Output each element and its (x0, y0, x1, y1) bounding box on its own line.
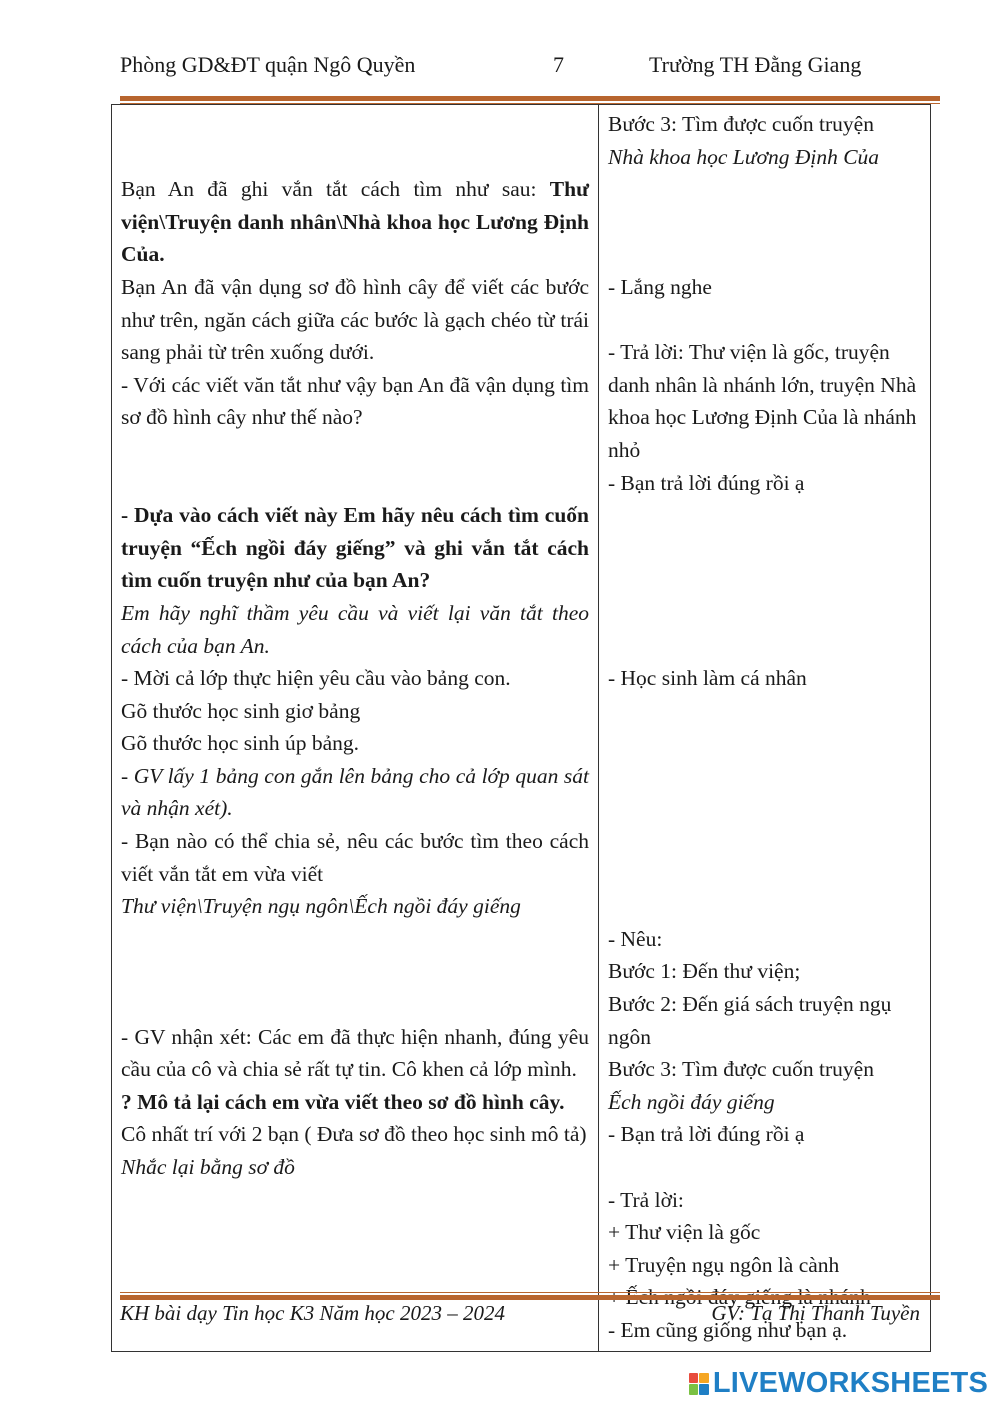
paragraph (121, 955, 589, 988)
paragraph: - Bạn nào có thể chia sẻ, nêu các bước tìm theo cách viết vắn tắt em vừa viết (121, 829, 589, 886)
header-school-office: Phòng GD&ĐT quận Ngô Quyền (120, 52, 416, 77)
paragraph (121, 467, 589, 500)
paragraph (121, 108, 589, 141)
paragraph (608, 760, 921, 793)
footer-lesson-plan: KH bài dạy Tin học K3 Năm học 2023 – 2024 (120, 1301, 506, 1325)
paragraph (121, 434, 589, 467)
paragraph: - Lắng nghe (608, 274, 712, 299)
paragraph: - Dựa vào cách viết này Em hãy nêu cách tìm cuốn truyện “Ếch ngồi đáy giếng” và ghi vắn tắt cách tìm cuốn truyện như của bạn An? (121, 503, 589, 593)
paragraph-fragment: Thư viện\Truyện danh nhân\Nhà khoa học Lương Định Của. (121, 177, 589, 267)
header-page-number: 7 (553, 52, 564, 77)
paragraph (608, 1151, 921, 1184)
header-school-name: Trường TH Đằng Giang (649, 52, 862, 77)
paragraph: - Bạn trả lời đúng rồi ạ (608, 470, 805, 495)
student-activities-cell (599, 105, 931, 1352)
lesson-plan-table (111, 104, 931, 1352)
page-header (0, 52, 1000, 84)
header-rule (120, 96, 940, 101)
paragraph: Bước 1: Đến thư viện; (608, 959, 801, 984)
paragraph: Bước 2: Đến giá sách truyện ngụ ngôn (608, 992, 892, 1049)
teacher-activities-cell (112, 105, 599, 1352)
paragraph (121, 141, 589, 174)
paragraph (608, 532, 921, 565)
paragraph (608, 173, 921, 206)
paragraph: - Mời cả lớp thực hiện yêu cầu vào bảng con. (121, 666, 511, 691)
table-row (112, 105, 931, 1352)
paragraph (608, 825, 921, 858)
paragraph (121, 173, 589, 271)
paragraph (121, 923, 589, 956)
paragraph (608, 858, 921, 891)
paragraph: - Nêu: (608, 926, 663, 951)
paragraph (608, 597, 921, 630)
liveworksheets-watermark[interactable] (689, 1367, 988, 1400)
paragraph (608, 499, 921, 532)
paragraph: Gõ thước học sinh úp bảng. (121, 731, 359, 756)
paragraph (608, 238, 921, 271)
paragraph: - Em cũng giống như bạn ạ. (608, 1317, 848, 1342)
paragraph: - Trả lời: (608, 1187, 684, 1212)
paragraph (608, 304, 921, 337)
paragraph (608, 630, 921, 663)
liveworksheets-wordmark: LIVEWORKSHEETS (712, 1367, 988, 1399)
paragraph: + Thư viện là gốc (608, 1220, 761, 1245)
paragraph (608, 727, 921, 760)
paragraph: ? Mô tả lại cách em vừa viết theo sơ đồ hình cây. (121, 1089, 565, 1114)
paragraph: Bước 3: Tìm được cuốn truyện (608, 112, 874, 136)
paragraph: - Với các viết văn tắt như vậy bạn An đã vận dụng tìm sơ đồ hình cây như thế nào? (121, 372, 589, 430)
paragraph: Cô nhất trí với 2 bạn ( Đưa sơ đồ theo học sinh mô tả) (121, 1122, 587, 1147)
paragraph: Bạn An đã vận dụng sơ đồ hình cây để viết các bước như trên, ngăn cách giữa các bước là gạch chéo từ trái sang phải từ trên xuống dưới. (121, 274, 589, 365)
paragraph: - Trả lời: Thư viện là gốc, truyện danh nhân là nhánh lớn, truyện Nhà khoa học Lương Định Của là nhánh nhỏ (608, 340, 917, 462)
paragraph: + Truyện ngụ ngôn là cành (608, 1252, 840, 1277)
paragraph: Ếch ngồi đáy giếng (608, 1089, 775, 1114)
paragraph (608, 695, 921, 728)
paragraph: - GV nhận xét: Các em đã thực hiện nhanh, đúng yêu cầu của cô và chia sẻ rất tự tin. Cô khen cả lớp mình. (121, 1024, 589, 1082)
paragraph: - GV lấy 1 bảng con gắn lên bảng cho cả lớp quan sát và nhận xét). (121, 763, 589, 821)
paragraph: Bước 3: Tìm được cuốn truyện (608, 1057, 874, 1082)
paragraph (608, 206, 921, 239)
paragraph: Nhà khoa học Lương Định Của (608, 144, 880, 169)
paragraph: Thư viện\Truyện ngụ ngôn\Ếch ngồi đáy giếng (121, 894, 521, 919)
paragraph (608, 792, 921, 825)
liveworksheets-logo-icon (689, 1373, 709, 1395)
paragraph: Em hãy nghĩ thầm yêu cầu và viết lại văn tắt theo cách của bạn An. (121, 600, 589, 658)
paragraph-fragment: Bạn An đã ghi vắn tắt cách tìm như sau: (121, 177, 550, 202)
paragraph: - Bạn trả lời đúng rồi ạ (608, 1122, 805, 1147)
paragraph (608, 564, 921, 597)
footer-rule-thin (120, 1292, 940, 1293)
paragraph (608, 890, 921, 923)
paragraph (121, 988, 589, 1021)
paragraph: Gõ thước học sinh giơ bảng (121, 698, 361, 723)
paragraph: - Học sinh làm cá nhân (608, 666, 807, 691)
footer-teacher: GV: Tạ Thị Thanh Tuyền (711, 1301, 920, 1325)
footer-rule (120, 1295, 940, 1300)
paragraph: Nhắc lại bằng sơ đồ (121, 1155, 295, 1179)
